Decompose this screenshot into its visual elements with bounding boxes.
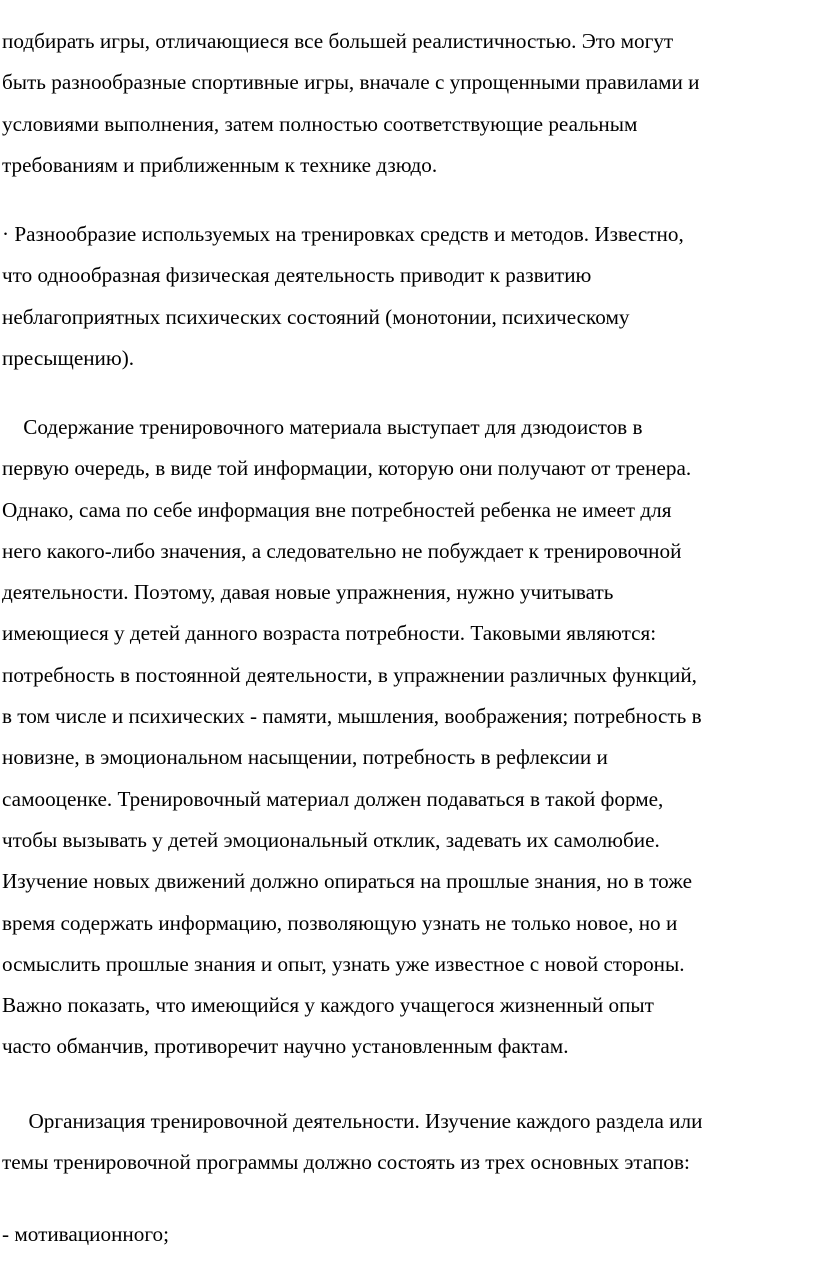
- text-line: пресыщению).: [2, 345, 135, 370]
- text-line: него какого-либо значения, а следовательно не побуждает к тренировочной: [2, 538, 682, 563]
- text-line: Организация тренировочной деятельности. Изучение каждого раздела или: [2, 1109, 703, 1133]
- text-line: неблагоприятных психических состояний (монотонии, психическому: [2, 304, 630, 329]
- text-line: имеющиеся у детей данного возраста потребности. Таковыми являются:: [2, 621, 657, 646]
- text-line: потребность в постоянной деятельности, в упражнении различных функций,: [2, 662, 697, 687]
- text-line: Изучение новых движений должно опираться на прошлые знания, но в тоже: [2, 869, 692, 894]
- text-line: быть разнообразные спортивные игры, вначале с упрощенными правилами и: [2, 70, 700, 95]
- text-line: что однообразная физическая деятельность приводит к развитию: [2, 263, 592, 288]
- text-line: условиями выполнения, затем полностью соответствующие реальным: [2, 111, 638, 136]
- paragraph-variety-methods: [2, 214, 814, 379]
- text-line: подбирать игры, отличающиеся все большей реалистичностью. Это могут: [2, 29, 674, 53]
- text-line: требованиям и приближенным к технике дзюдо.: [2, 152, 438, 177]
- text-line: часто обманчив, противоречит научно установленным фактам.: [2, 1034, 569, 1059]
- text-line: Важно показать, что имеющийся у каждого учащегося жизненный опыт: [2, 993, 654, 1018]
- paragraph-organization: [2, 1101, 814, 1184]
- text-line: · Разнообразие используемых на тренировках средств и методов. Известно,: [2, 222, 684, 246]
- text-line: деятельности. Поэтому, давая новые упражнения, нужно учитывать: [2, 580, 614, 605]
- text-line: Однако, сама по себе информация вне потребностей ребенка не имеет для: [2, 497, 672, 522]
- paragraph-games-realism: [2, 21, 814, 186]
- text-line: чтобы вызывать у детей эмоциональный отклик, задевать их самолюбие.: [2, 827, 660, 852]
- text-line: - мотивационного;: [2, 1222, 169, 1246]
- text-line: темы тренировочной программы должно состоять из трех основных этапов:: [2, 1150, 690, 1175]
- text-line: первую очередь, в виде той информации, которую они получают от тренера.: [2, 456, 692, 481]
- list-item-motivational: [2, 1214, 814, 1255]
- text-line: время содержать информацию, позволяющую узнать не только новое, но и: [2, 910, 678, 935]
- text-line: Содержание тренировочного материала выступает для дзюдоистов в: [2, 415, 643, 439]
- paragraph-training-content: [2, 407, 814, 1068]
- text-line: самооценке. Тренировочный материал должен подаваться в такой форме,: [2, 786, 664, 811]
- text-line: в том числе и психических - памяти, мышления, воображения; потребность в: [2, 704, 702, 729]
- text-line: осмыслить прошлые знания и опыт, узнать уже известное с новой стороны.: [2, 951, 685, 976]
- text-line: новизне, в эмоциональном насыщении, потребность в рефлексии и: [2, 745, 608, 770]
